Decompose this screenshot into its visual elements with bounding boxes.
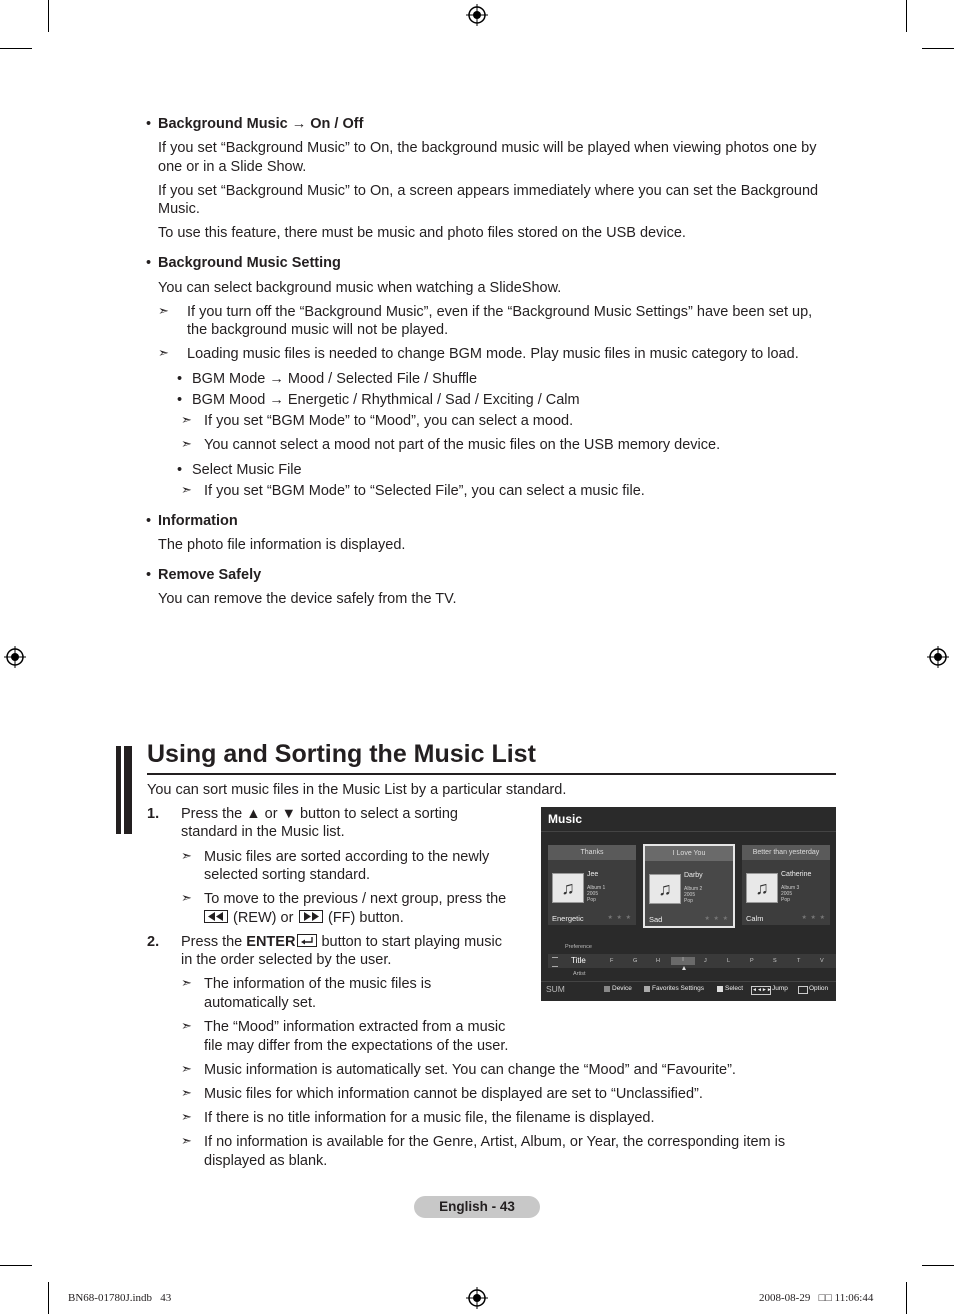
note-arrow-icon: ➣ [181, 1133, 192, 1148]
note-arrow-icon: ➣ [181, 1085, 192, 1100]
sub-item: BGM Mode → Mood / Selected File / Shuffle [192, 371, 478, 387]
music-card[interactable] [742, 845, 830, 925]
favorites-settings-button[interactable]: Favorites Settings [652, 985, 705, 992]
page-number-label: English - 43 [414, 1196, 540, 1218]
device-label: SUM [546, 984, 565, 994]
remove-safely-heading: Remove Safely [158, 567, 262, 583]
bullet: • [146, 116, 152, 132]
device-button[interactable]: Device [612, 985, 632, 992]
rating-stars-icon: ★ ★ ★ [607, 915, 632, 921]
letter[interactable]: P [750, 958, 754, 964]
jump-button[interactable]: Jump [772, 985, 788, 992]
paragraph: To use this feature, there must be music and photo files stored on the USB device. [158, 225, 686, 241]
note-text: selected sorting standard. [204, 867, 371, 883]
crop-mark [922, 48, 954, 49]
note-text: automatically set. [204, 995, 317, 1011]
letter-selected[interactable]: I [671, 957, 695, 965]
letter-index [605, 958, 833, 968]
rating-stars-icon: ★ ★ ★ [704, 916, 729, 922]
note-text: Music files are sorted according to the newly [204, 849, 490, 865]
note-arrow-icon: ➣ [181, 1018, 192, 1033]
card-mood: Calm [746, 914, 764, 923]
note-text: If you set “BGM Mode” to “Selected File”, you can select a music file. [204, 483, 645, 499]
section-title: Using and Sorting the Music List [147, 740, 536, 768]
card-artist: Jee [587, 871, 599, 878]
crop-mark [48, 0, 49, 32]
paragraph: If you set “Background Music” to On, the background music will be played when viewing photos one by [158, 140, 817, 156]
bullet: • [177, 371, 183, 387]
registration-mark-icon [466, 1287, 488, 1309]
paragraph: You can select background music when watching a SlideShow. [158, 280, 562, 296]
bullet: • [146, 255, 152, 271]
information-heading: Information [158, 513, 238, 529]
card-meta: Album 2 2005 Pop [684, 886, 703, 904]
music-note-icon: ♫ [552, 873, 584, 903]
note-arrow-icon: ➣ [181, 482, 192, 497]
paragraph: You can remove the device safely from the TV. [158, 591, 457, 607]
note-arrow-icon: ➣ [158, 303, 169, 318]
music-card-selected[interactable] [643, 844, 735, 928]
select-button-icon [717, 986, 723, 992]
option-button[interactable]: Option [809, 985, 829, 992]
sort-list-icon [552, 957, 558, 967]
enter-label: ENTER [246, 934, 296, 950]
card-meta: Album 1 2005 Pop [587, 885, 606, 903]
note-text: The “Mood” information extracted from a music [204, 1019, 506, 1035]
note-text: the background music will not be played. [187, 322, 449, 338]
letter-pointer-icon [682, 966, 686, 970]
music-list-screenshot [541, 807, 836, 1001]
step-text-post: button to start playing music [321, 934, 502, 950]
letter[interactable]: H [656, 958, 660, 964]
registration-mark-icon [4, 646, 26, 668]
sub-item: BGM Mood → Energetic / Rhythmical / Sad / Exciting / Calm [192, 392, 580, 408]
option-button-icon [798, 986, 808, 994]
step-text [181, 933, 502, 952]
note-arrow-icon: ➣ [181, 1061, 192, 1076]
favorites-button-icon [644, 986, 650, 992]
note-text: Music files for which information cannot be displayed are set to “Unclassified”. [204, 1086, 703, 1102]
note-text: displayed as blank. [204, 1153, 328, 1169]
jump-button-icon: ◄◄►► [752, 987, 772, 993]
sub-item: Select Music File [192, 462, 302, 478]
note-text: Loading music files is needed to change BGM mode. Play music files in music category to load. [187, 346, 799, 362]
step-text: in the order selected by the user. [181, 952, 392, 968]
step-number: 1. [147, 806, 160, 822]
bullet: • [177, 462, 183, 478]
note-text: The information of the music files is [204, 976, 432, 992]
card-artist: Catherine [781, 871, 812, 878]
note-arrow-icon: ➣ [181, 412, 192, 427]
card-title: Better than yesterday [742, 845, 830, 860]
note-text: Music information is automatically set. You can change the “Mood” and “Favourite”. [204, 1062, 736, 1078]
card-title: I Love You [645, 846, 733, 861]
crop-mark [0, 48, 32, 49]
card-artist: Darby [684, 872, 703, 879]
note-text: If no information is available for the Genre, Artist, Album, or Year, the corresponding item is [204, 1134, 786, 1150]
enter-button-icon [297, 934, 317, 947]
crop-mark [48, 1282, 49, 1314]
bullet: • [146, 513, 152, 529]
crop-mark [906, 0, 907, 32]
note-arrow-icon: ➣ [181, 890, 192, 905]
note-arrow-icon: ➣ [181, 436, 192, 451]
music-card[interactable] [548, 845, 636, 925]
note-text: file may differ from the expectations of the user. [204, 1038, 509, 1054]
note-text: If you set “BGM Mode” to “Mood”, you can select a mood. [204, 413, 574, 429]
bg-setting-heading: Background Music Setting [158, 255, 341, 271]
letter[interactable]: G [633, 958, 638, 964]
paragraph: The photo file information is displayed. [158, 537, 406, 553]
card-title: Thanks [548, 845, 636, 860]
note-text: (FF) button. [328, 910, 404, 926]
sort-current-label[interactable]: Title [571, 956, 586, 965]
select-button[interactable]: Select [725, 985, 744, 992]
step-number: 2. [147, 934, 160, 950]
rewind-button-icon [204, 910, 228, 923]
screen-header: Music [548, 812, 583, 826]
card-mood: Energetic [552, 914, 584, 923]
paragraph: one or in a Slide Show. [158, 159, 307, 175]
section-side-bar [116, 746, 121, 834]
music-note-icon: ♫ [746, 873, 778, 903]
registration-mark-icon [927, 646, 949, 668]
bullet: • [177, 392, 183, 408]
device-button-icon [604, 986, 610, 992]
note-arrow-icon: ➣ [181, 848, 192, 863]
music-note-icon: ♫ [649, 874, 681, 904]
note-text: You cannot select a mood not part of the music files on the USB memory device. [204, 437, 721, 453]
paragraph: Music. [158, 201, 200, 217]
crop-mark [0, 1265, 32, 1266]
paragraph: If you set “Background Music” to On, a screen appears immediately where you can set the Background [158, 183, 819, 199]
sort-prev-label: Preference [565, 944, 592, 950]
letter[interactable]: F [610, 958, 614, 964]
step-text: standard in the Music list. [181, 824, 345, 840]
step-text: Press the ▲ or ▼ button to select a sorting [181, 806, 458, 822]
step-text-pre: Press the [181, 934, 243, 950]
title-underline [147, 773, 836, 775]
screen-header-line [541, 831, 836, 832]
note-text: (REW) or [233, 910, 294, 926]
letter[interactable]: L [727, 958, 731, 964]
crop-mark [922, 1265, 954, 1266]
sort-next-label: Artist [573, 971, 586, 977]
letter[interactable]: S [773, 958, 777, 964]
bg-music-heading: Background Music → On / Off [158, 116, 364, 132]
bottom-bar-line [541, 981, 836, 982]
note-arrow-icon: ➣ [181, 975, 192, 990]
note-text: If you turn off the “Background Music”, even if the “Background Music Settings” have been set up, [187, 304, 813, 320]
letter[interactable]: J [704, 958, 707, 964]
card-mood: Sad [649, 915, 663, 924]
card-meta: Album 3 2005 Pop [781, 885, 800, 903]
fast-forward-button-icon [299, 910, 323, 923]
bullet: • [146, 567, 152, 583]
rating-stars-icon: ★ ★ ★ [801, 915, 826, 921]
intro-text: You can sort music files in the Music List by a particular standard. [147, 782, 567, 798]
note-arrow-icon: ➣ [158, 345, 169, 360]
note-text: To move to the previous / next group, press the [204, 891, 507, 907]
crop-mark [906, 1282, 907, 1314]
letter[interactable]: T [797, 958, 801, 964]
section-side-bar [124, 746, 132, 834]
note-arrow-icon: ➣ [181, 1109, 192, 1124]
letter[interactable]: V [820, 958, 824, 964]
note-text: If there is no title information for a music file, the filename is displayed. [204, 1110, 655, 1126]
registration-mark-icon [466, 4, 488, 26]
date-info: 2008-08-29 □□ 11:06:44 [759, 1292, 874, 1304]
file-info: BN68-01780J.indb 43 [68, 1292, 172, 1304]
